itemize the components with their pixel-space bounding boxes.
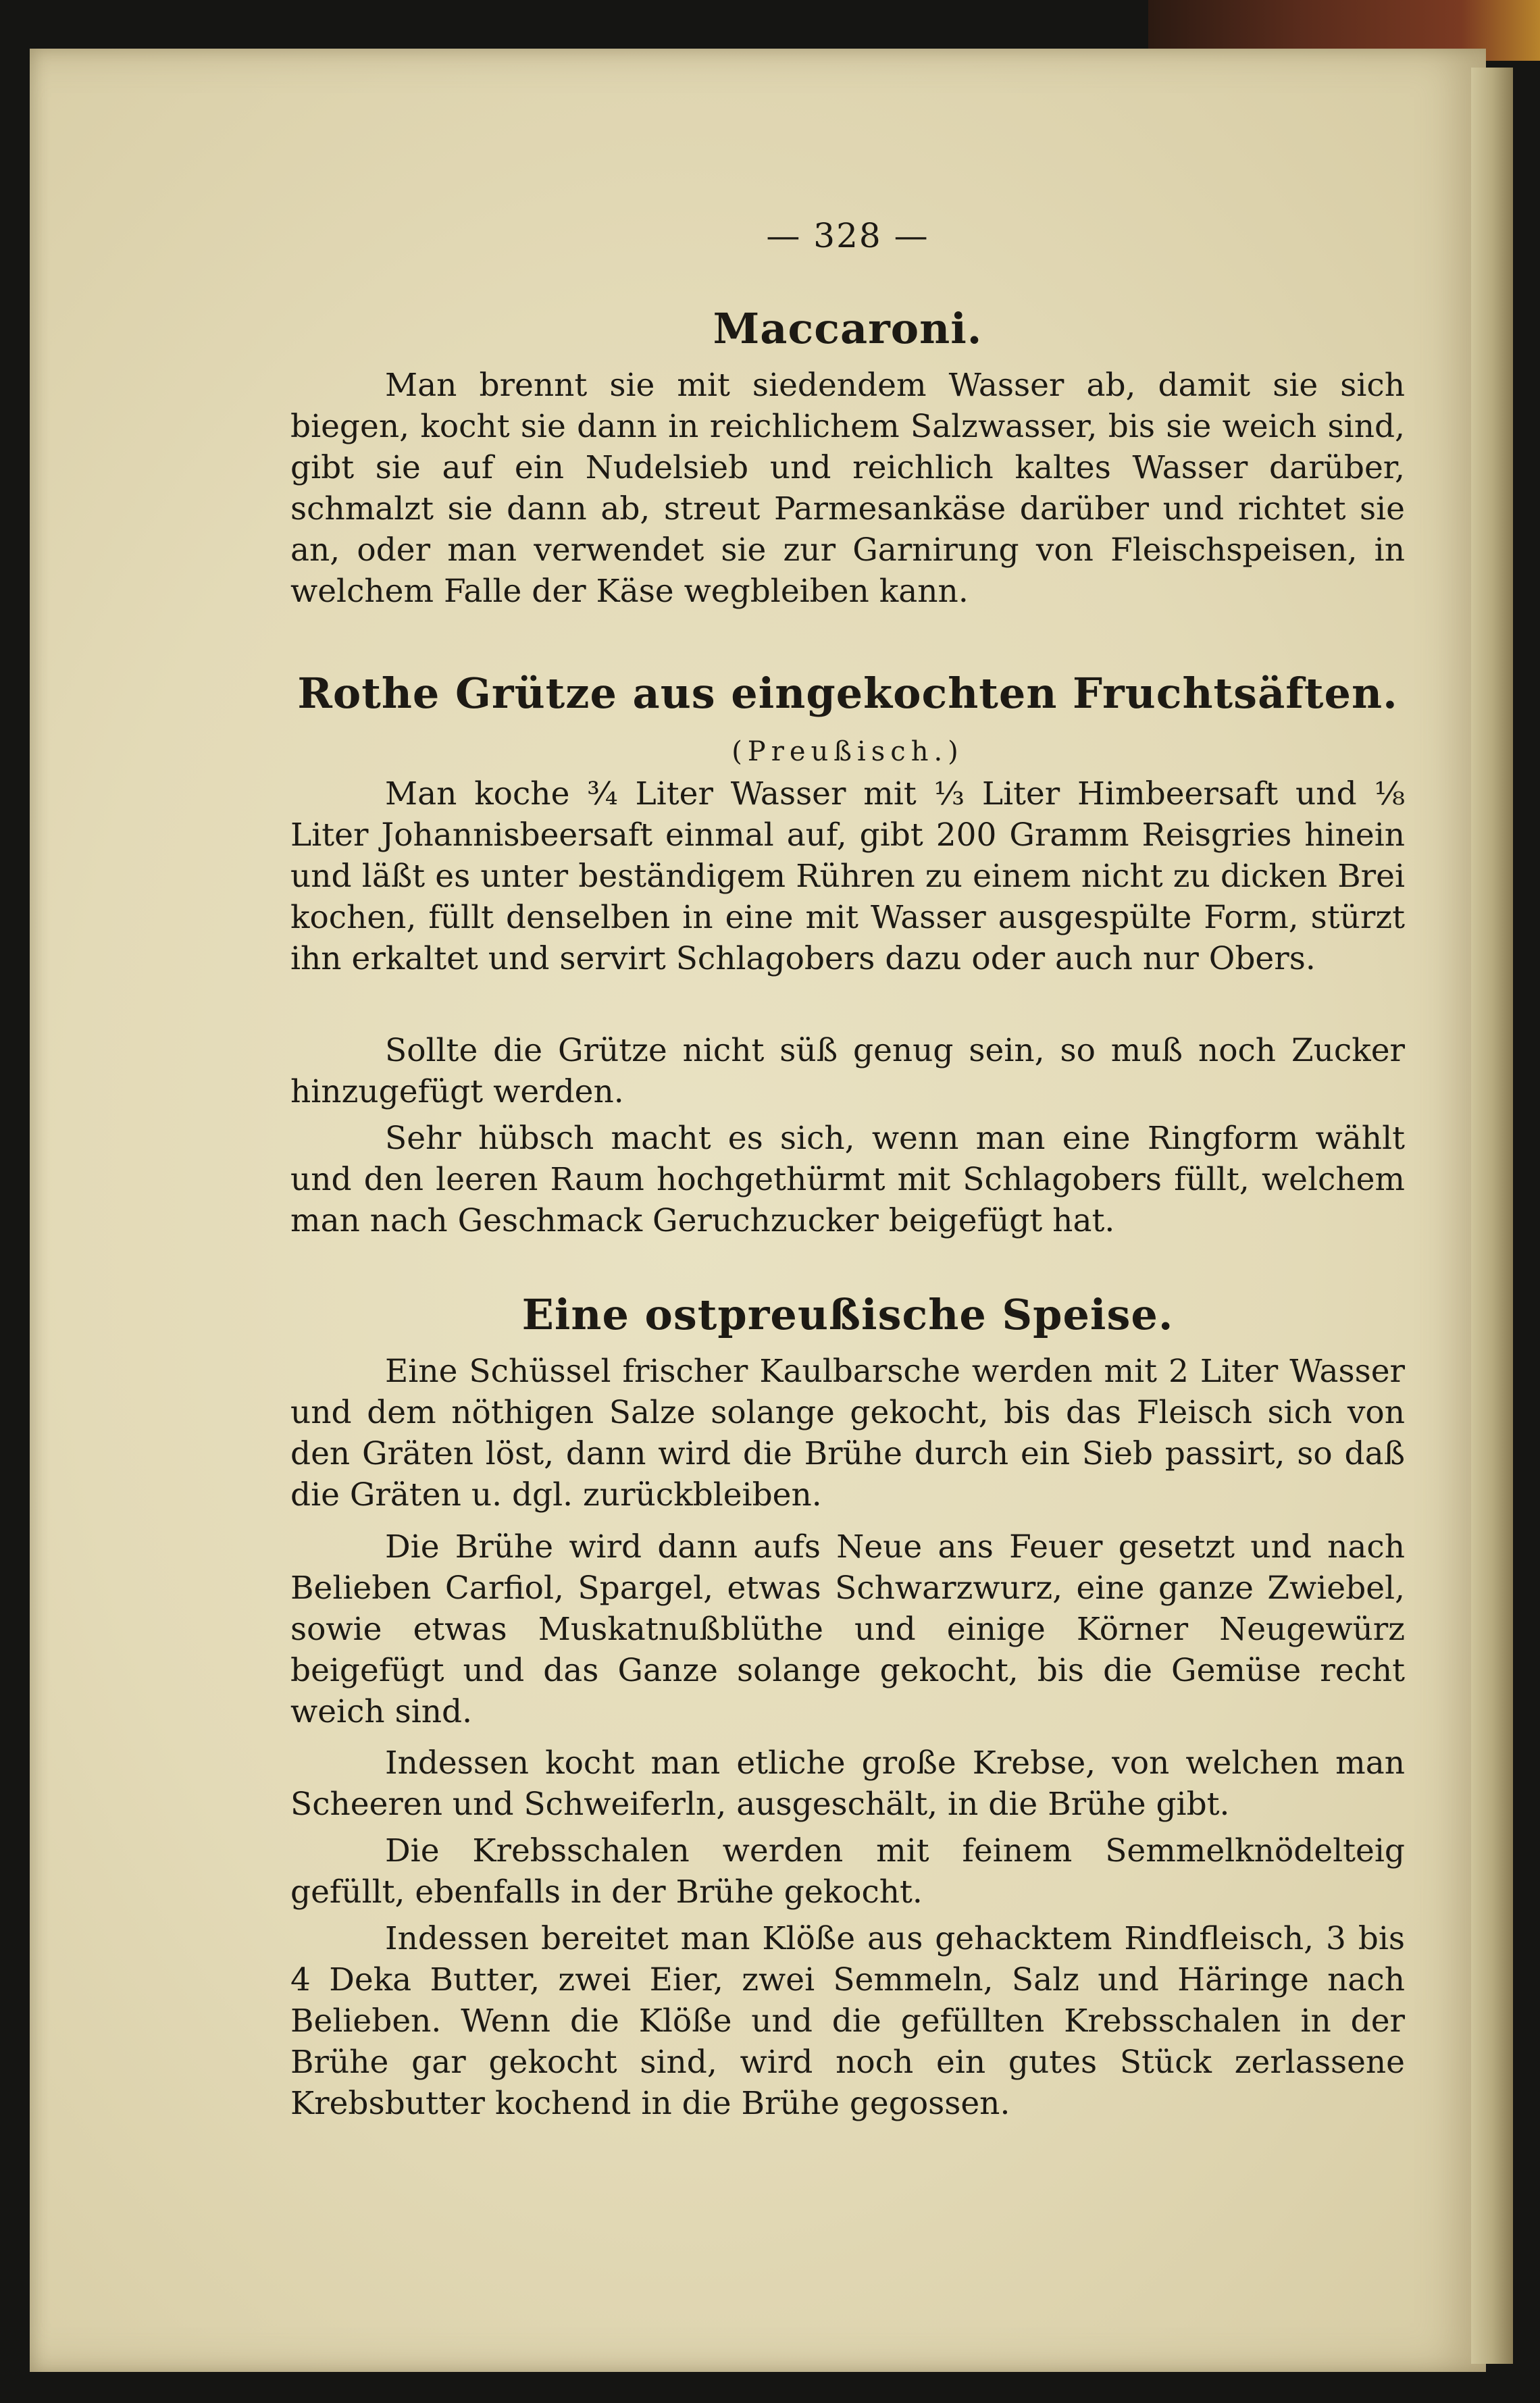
paragraph: Sollte die Grütze nicht süß genug sein, so muß noch Zucker hinzugefügt werden. xyxy=(290,1032,1405,1110)
heading-maccaroni: Maccaroni. xyxy=(713,304,983,353)
heading-rothe-gruetze: Rothe Grütze aus eingekochten Fruchtsäften. xyxy=(297,669,1398,718)
heading-ostpreussische-speise: Eine ostpreußische Speise. xyxy=(521,1290,1174,1339)
paragraph: Indessen kocht man etliche große Krebse, von welchen man Scheeren und Schweiferln, ausgeschält, in die Brühe gibt. xyxy=(290,1745,1405,1823)
paragraph: Man brennt sie mit siedendem Wasser ab, damit sie sich biegen, kocht sie dann in reichlichem Salzwasser, bis sie weich sind, gibt sie auf ein Nudelsieb und reichlich kaltes Wasser darüber, schmalzt sie dann ab, streut Parmesankäse darüber und richtet sie an, oder man verwendet sie zur Garnirung von Fleischspeisen, in welchem Falle der Käse wegbleiben kann. xyxy=(290,367,1405,610)
page-number: — 328 — xyxy=(766,216,929,255)
paragraph: Die Krebsschalen werden mit feinem Semmelknödelteig gefüllt, ebenfalls in der Brühe gekocht. xyxy=(290,1832,1405,1911)
subheading-preussisch: (Preußisch.) xyxy=(732,736,964,767)
paragraph: Eine Schüssel frischer Kaulbarsche werden mit 2 Liter Wasser und dem nöthigen Salze solange gekocht, bis das Fleisch sich von den Gräten löst, dann wird die Brühe durch ein Sieb passirt, so daß die Gräten u. dgl. zurückbleiben. xyxy=(290,1353,1405,1514)
paragraph: Indessen bereitet man Klöße aus gehacktem Rindfleisch, 3 bis 4 Deka Butter, zwei Eier, zwei Semmeln, Salz und Häringe nach Belieben. Wenn die Klöße und die gefüllten Krebsschalen in der Brühe gar gekocht sind, wird noch ein gutes Stück zerlassene Krebsbutter kochend in die Brühe gegossen. xyxy=(290,1920,1405,2122)
page-edge xyxy=(1471,68,1513,2364)
paragraph: Die Brühe wird dann aufs Neue ans Feuer gesetzt und nach Belieben Carfiol, Spargel, etwas Schwarzwurz, eine ganze Zwiebel, sowie etwas Muskatnußblüthe und einige Körner Neugewürz beigefügt und das Ganze solange gekocht, bis die Gemüse recht weich sind. xyxy=(290,1528,1405,1730)
paragraph: Man koche ¾ Liter Wasser mit ⅓ Liter Himbeersaft und ⅛ Liter Johannisbeersaft einmal auf, gibt 200 Gramm Reisgries hinein und läßt es unter beständigem Rühren zu einem nicht zu dicken Brei kochen, füllt denselben in eine mit Wasser ausgespülte Form, stürzt ihn erkaltet und servirt Schlagobers dazu oder auch nur Obers. xyxy=(290,775,1405,977)
paragraph: Sehr hübsch macht es sich, wenn man eine Ringform wählt und den leeren Raum hochgethürmt mit Schlagobers füllt, welchem man nach Geschmack Geruchzucker beigefügt hat. xyxy=(290,1120,1405,1239)
